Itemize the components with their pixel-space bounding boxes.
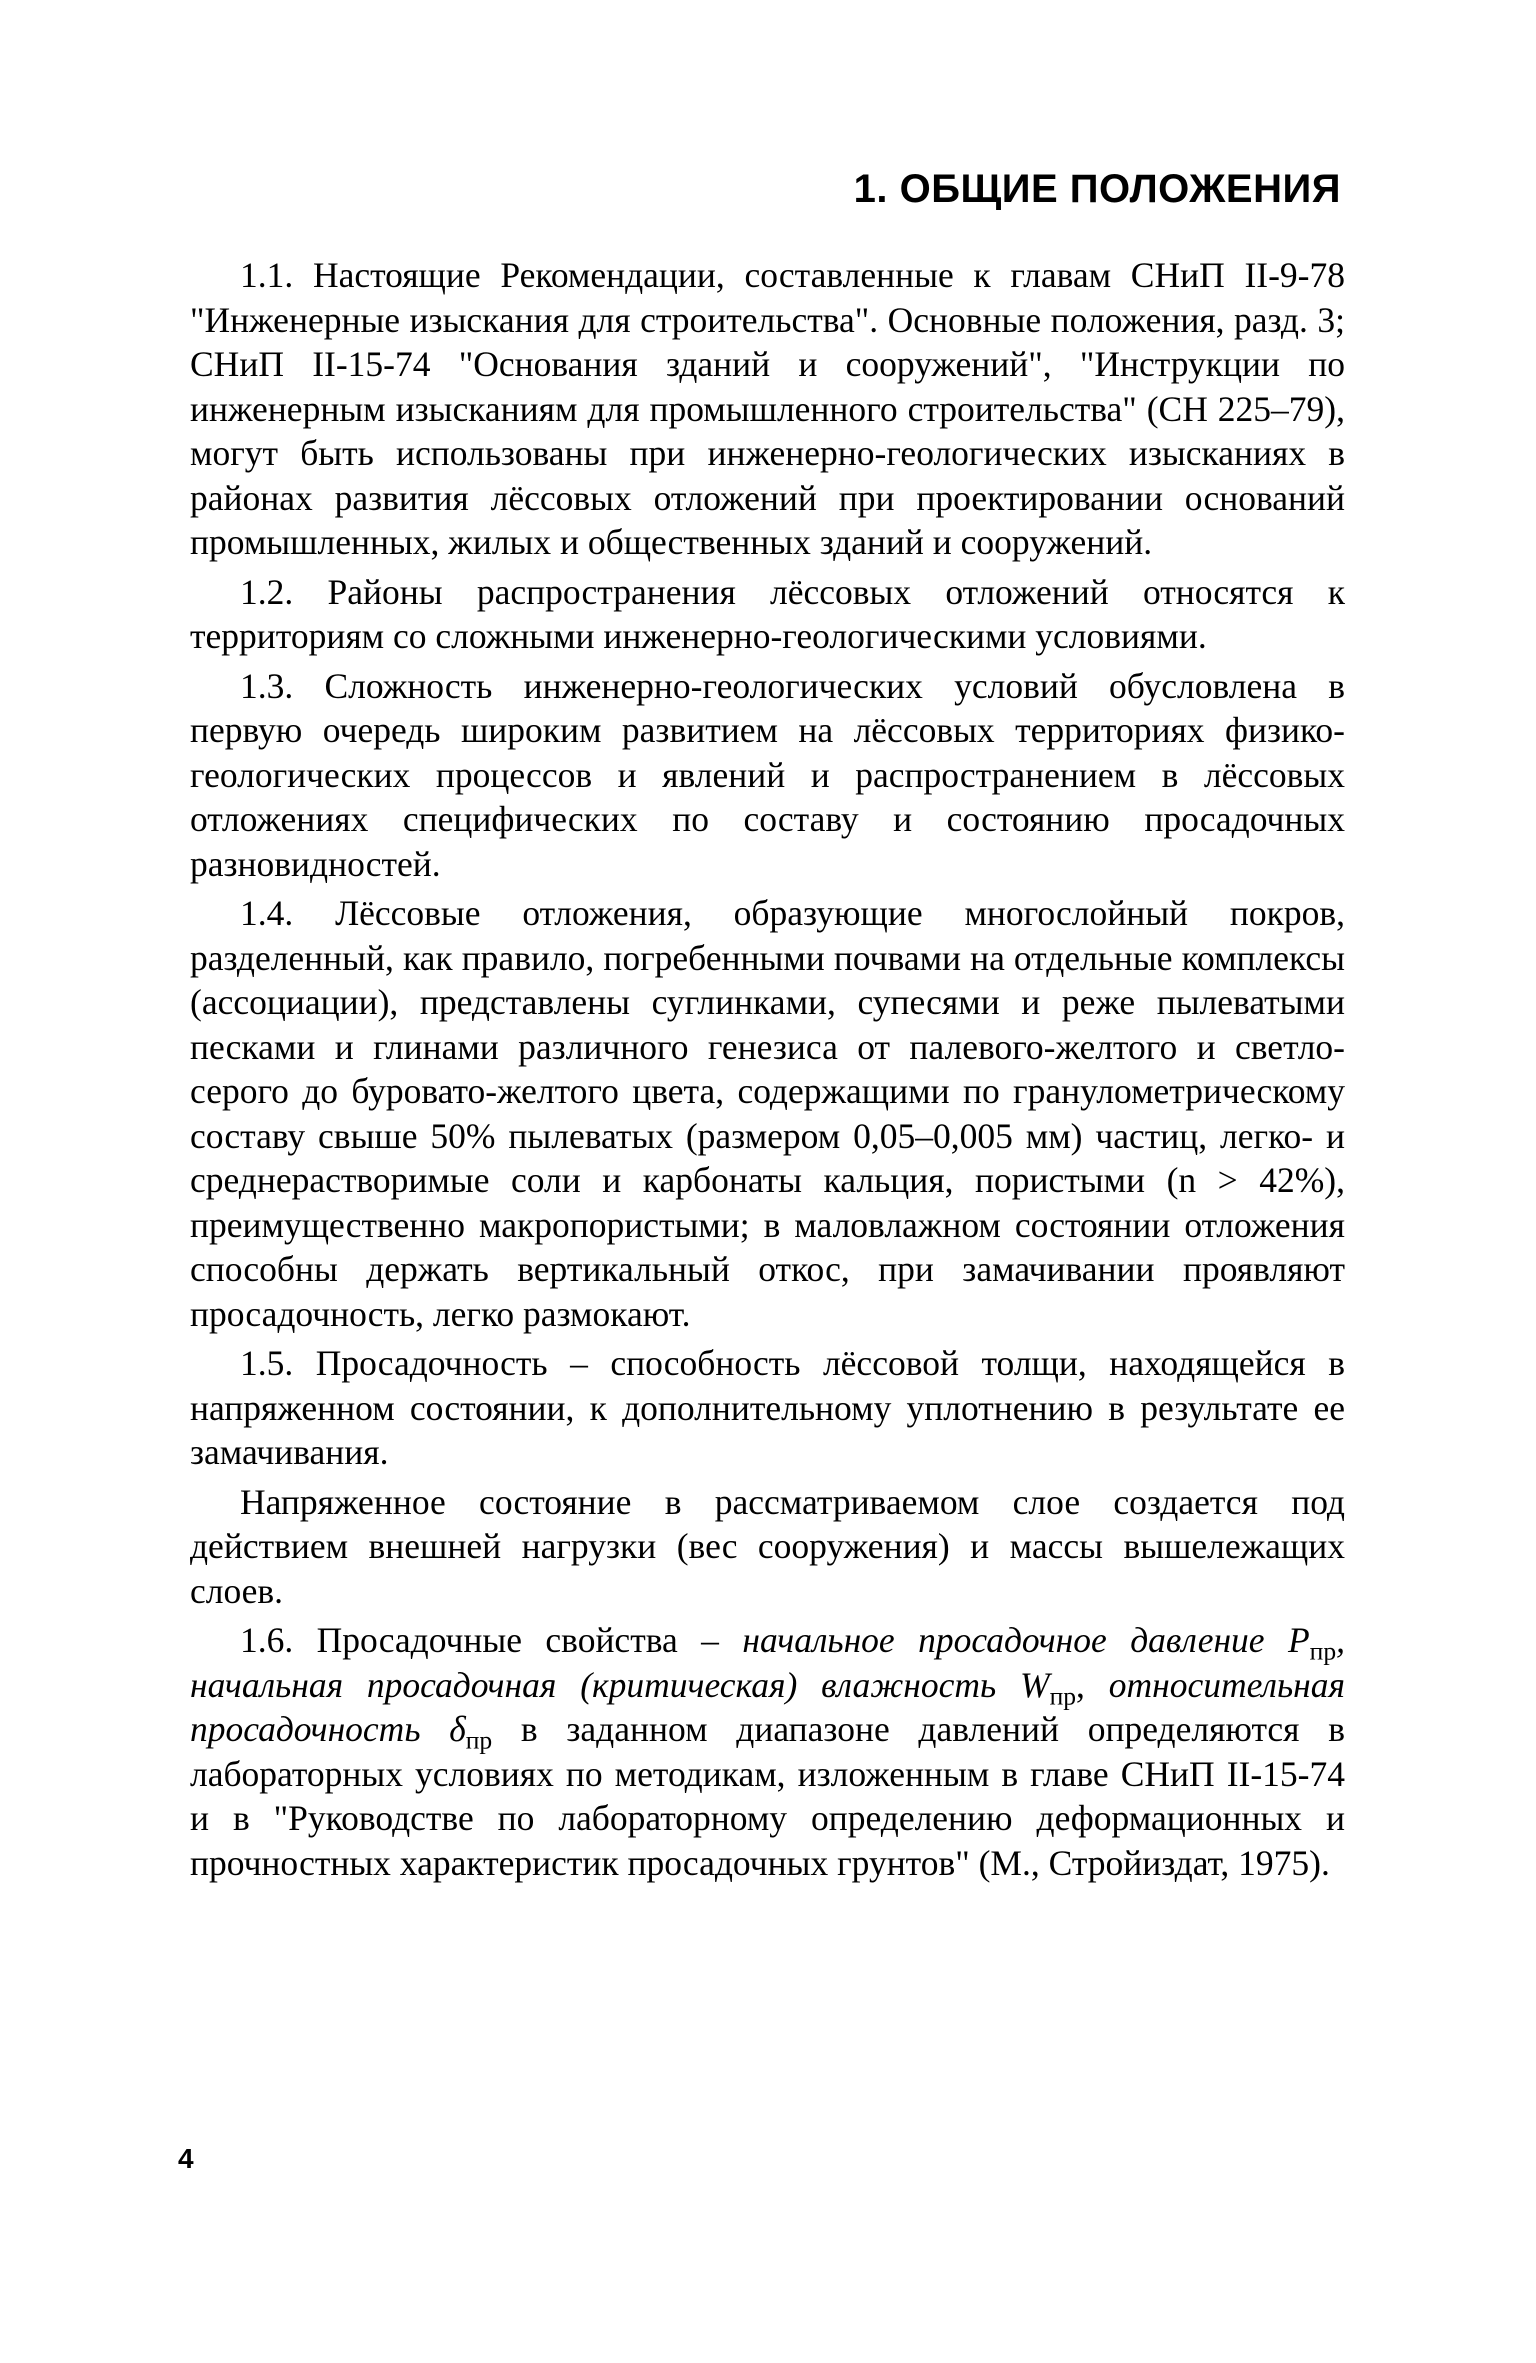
paragraph-1-5 xyxy=(190,1341,1345,1475)
subscript-pr: пр xyxy=(1049,1681,1077,1711)
term-relative-subsidence: относительная просадочность δ xyxy=(190,1664,1346,1749)
paragraph-text-tail: в заданном диапазоне давлений определяются в лабораторных условиях по методикам, изложенным в главе СНиП II-15-74 и в "Руководстве по лабораторному определению деформационных и прочностных характеристик просадочных грунтов" (М., Стройиздат, 1975). xyxy=(190,1709,1345,1883)
paragraph-text-sep: , xyxy=(1076,1664,1109,1705)
paragraph-text: Лёссовые отложения, образующие многослойный покров, разделенный, как правило, погребенными почвами на отдельные комплексы (ассоциации), представлены суглинками, супесями и реже пылеватыми песками и глинами различного генезиса от палевого-желтого и светло-серого до буровато-желтого цвета, содержащими по гранулометрическому составу свыше 50% пылеватых (размером 0,05–0,005 мм) частиц, легко- и среднерастворимые соли и карбонаты кальция, пористыми (n > 42%), преимущественно макропористыми; в маловлажном состоянии отложения способны держать вертикальный откос, при замачивании проявляют просадочность, легко размокают. xyxy=(190,893,1345,1334)
subscript-pr: пр xyxy=(465,1725,493,1755)
paragraph-number: 1.1. xyxy=(240,255,294,295)
page-number: 4 xyxy=(178,2143,194,2174)
paragraph-number: 1.6. xyxy=(240,1620,294,1660)
paragraph-stress-state xyxy=(190,1480,1345,1614)
paragraph-1-4 xyxy=(190,891,1345,1336)
paragraph-number: 1.2. xyxy=(240,571,294,612)
paragraph-number: 1.4. xyxy=(240,893,294,933)
subscript-pr: пр xyxy=(1309,1636,1337,1666)
paragraph-number: 1.5. xyxy=(240,1343,294,1383)
paragraph-text-lead: Просадочные свойства – xyxy=(316,1620,743,1660)
paragraph-text: Районы распространения лёссовых отложений относятся к территориям со сложными инженерно-геологическими условиями. xyxy=(190,571,1346,656)
paragraph-number: 1.3. xyxy=(240,665,294,706)
paragraph-text: Настоящие Рекомендации, составленные к главам СНиП II-9-78 "Инженерные изыскания для строительства". Основные положения, разд. 3; СНиП II-15-74 "Основания зданий и сооружений", "Инструкции по инженерным изысканиям для промышленного строительства" (СН 225–79), могут быть использованы при инженерно-геологических изысканиях в районах развития лёссовых отложений при проектировании оснований промышленных, жилых и общественных зданий и сооружений. xyxy=(190,255,1345,562)
paragraph-text: Просадочность – способность лёссовой толщи, находящейся в напряженном состоянии, к дополнительному уплотнению в результате ее замачивания. xyxy=(190,1343,1345,1472)
term-initial-pressure: начальное просадочное давление P xyxy=(742,1620,1310,1660)
paragraph-text: Напряженное состояние в рассматриваемом слое создается под действием внешней нагрузки (вес сооружения) и массы вышележащих слоев. xyxy=(190,1481,1345,1611)
paragraph-1-3 xyxy=(190,664,1345,887)
paragraph-1-6 xyxy=(190,1618,1345,1885)
paragraph-text: Сложность инженерно-геологических условий обусловлена в первую очередь широким развитием на лёссовых территориях физико-геологических процессов и явлений и распространением в лёссовых отложениях специфических по составу и состоянию просадочных разновидностей. xyxy=(190,665,1345,884)
term-initial-moisture: , начальная просадочная (критическая) влажность W xyxy=(190,1620,1345,1705)
paragraph-1-1 xyxy=(190,253,1345,565)
page-content xyxy=(190,165,1345,1890)
paragraph-1-2 xyxy=(190,570,1345,659)
section-title: 1. ОБЩИЕ ПОЛОЖЕНИЯ xyxy=(853,167,1341,211)
